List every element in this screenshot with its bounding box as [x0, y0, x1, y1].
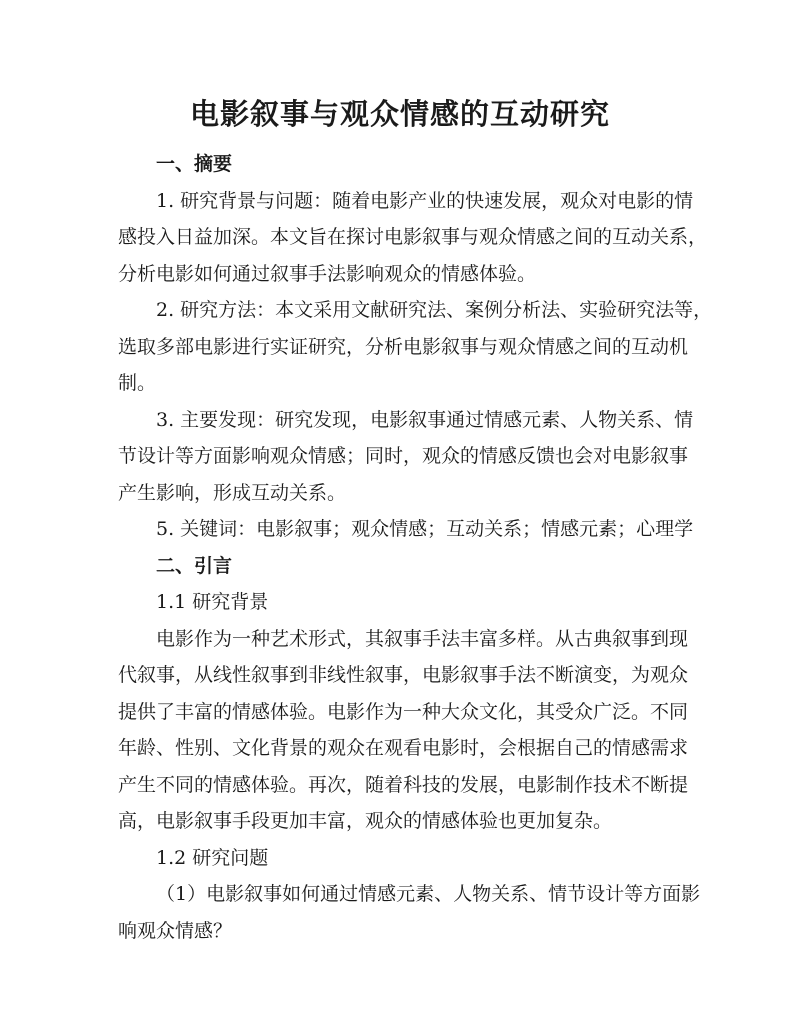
keywords-line: 5. 关键词：电影叙事；观众情感；互动关系；情感元素；心理学 — [156, 518, 694, 540]
section-heading-abstract: 一、摘要 — [156, 153, 233, 175]
paragraph-line: 电影作为一种艺术形式，其叙事手法丰富多样。从古典叙事到现 — [156, 627, 689, 650]
paragraph-line: 产生影响，形成互动关系。 — [118, 481, 347, 504]
paragraph-line: 代叙事，从线性叙事到非线性叙事，电影叙事手法不断演变，为观众 — [118, 664, 689, 686]
paragraph-line: 1. 研究背景与问题：随着电影产业的快速发展，观众对电影的情 — [156, 189, 694, 212]
paragraph-line: 选取多部电影进行实证研究，分析电影叙事与观众情感之间的互动机 — [118, 335, 689, 358]
paragraph-line: （1）电影叙事如何通过情感元素、人物关系、情节设计等方面影 — [156, 883, 701, 905]
paragraph-line: 分析电影如何通过叙事手法影响观众的情感体验。 — [118, 262, 537, 285]
paragraph-line: 感投入日益加深。本文旨在探讨电影叙事与观众情感之间的互动关系， — [118, 226, 708, 248]
paragraph-line: 节设计等方面影响观众情感；同时，观众的情感反馈也会对电影叙事 — [118, 445, 689, 467]
paragraph-line: 3. 主要发现：研究发现，电影叙事通过情感元素、人物关系、情 — [156, 408, 694, 431]
subsection-heading-questions: 1.2 研究问题 — [156, 846, 269, 869]
document-body — [118, 146, 713, 949]
document-title: 电影叙事与观众情感的互动研究 — [189, 97, 610, 131]
paragraph-line: 2. 研究方法：本文采用文献研究法、案例分析法、实验研究法等， — [156, 299, 713, 321]
paragraph-line: 产生不同的情感体验。再次，随着科技的发展，电影制作技术不断提 — [118, 773, 689, 796]
section-heading-introduction: 二、引言 — [156, 554, 233, 577]
paragraph-line: 制。 — [118, 372, 157, 394]
paragraph-line: 响观众情感？ — [118, 919, 233, 942]
paragraph-line: 高，电影叙事手段更加丰富，观众的情感体验也更加复杂。 — [118, 810, 613, 832]
paragraph-line: 年龄、性别、文化背景的观众在观看电影时，会根据自己的情感需求 — [118, 737, 689, 759]
paragraph-line: 提供了丰富的情感体验。电影作为一种大众文化，其受众广泛。不同 — [118, 700, 689, 723]
subsection-heading-background: 1.1 研究背景 — [156, 591, 269, 613]
